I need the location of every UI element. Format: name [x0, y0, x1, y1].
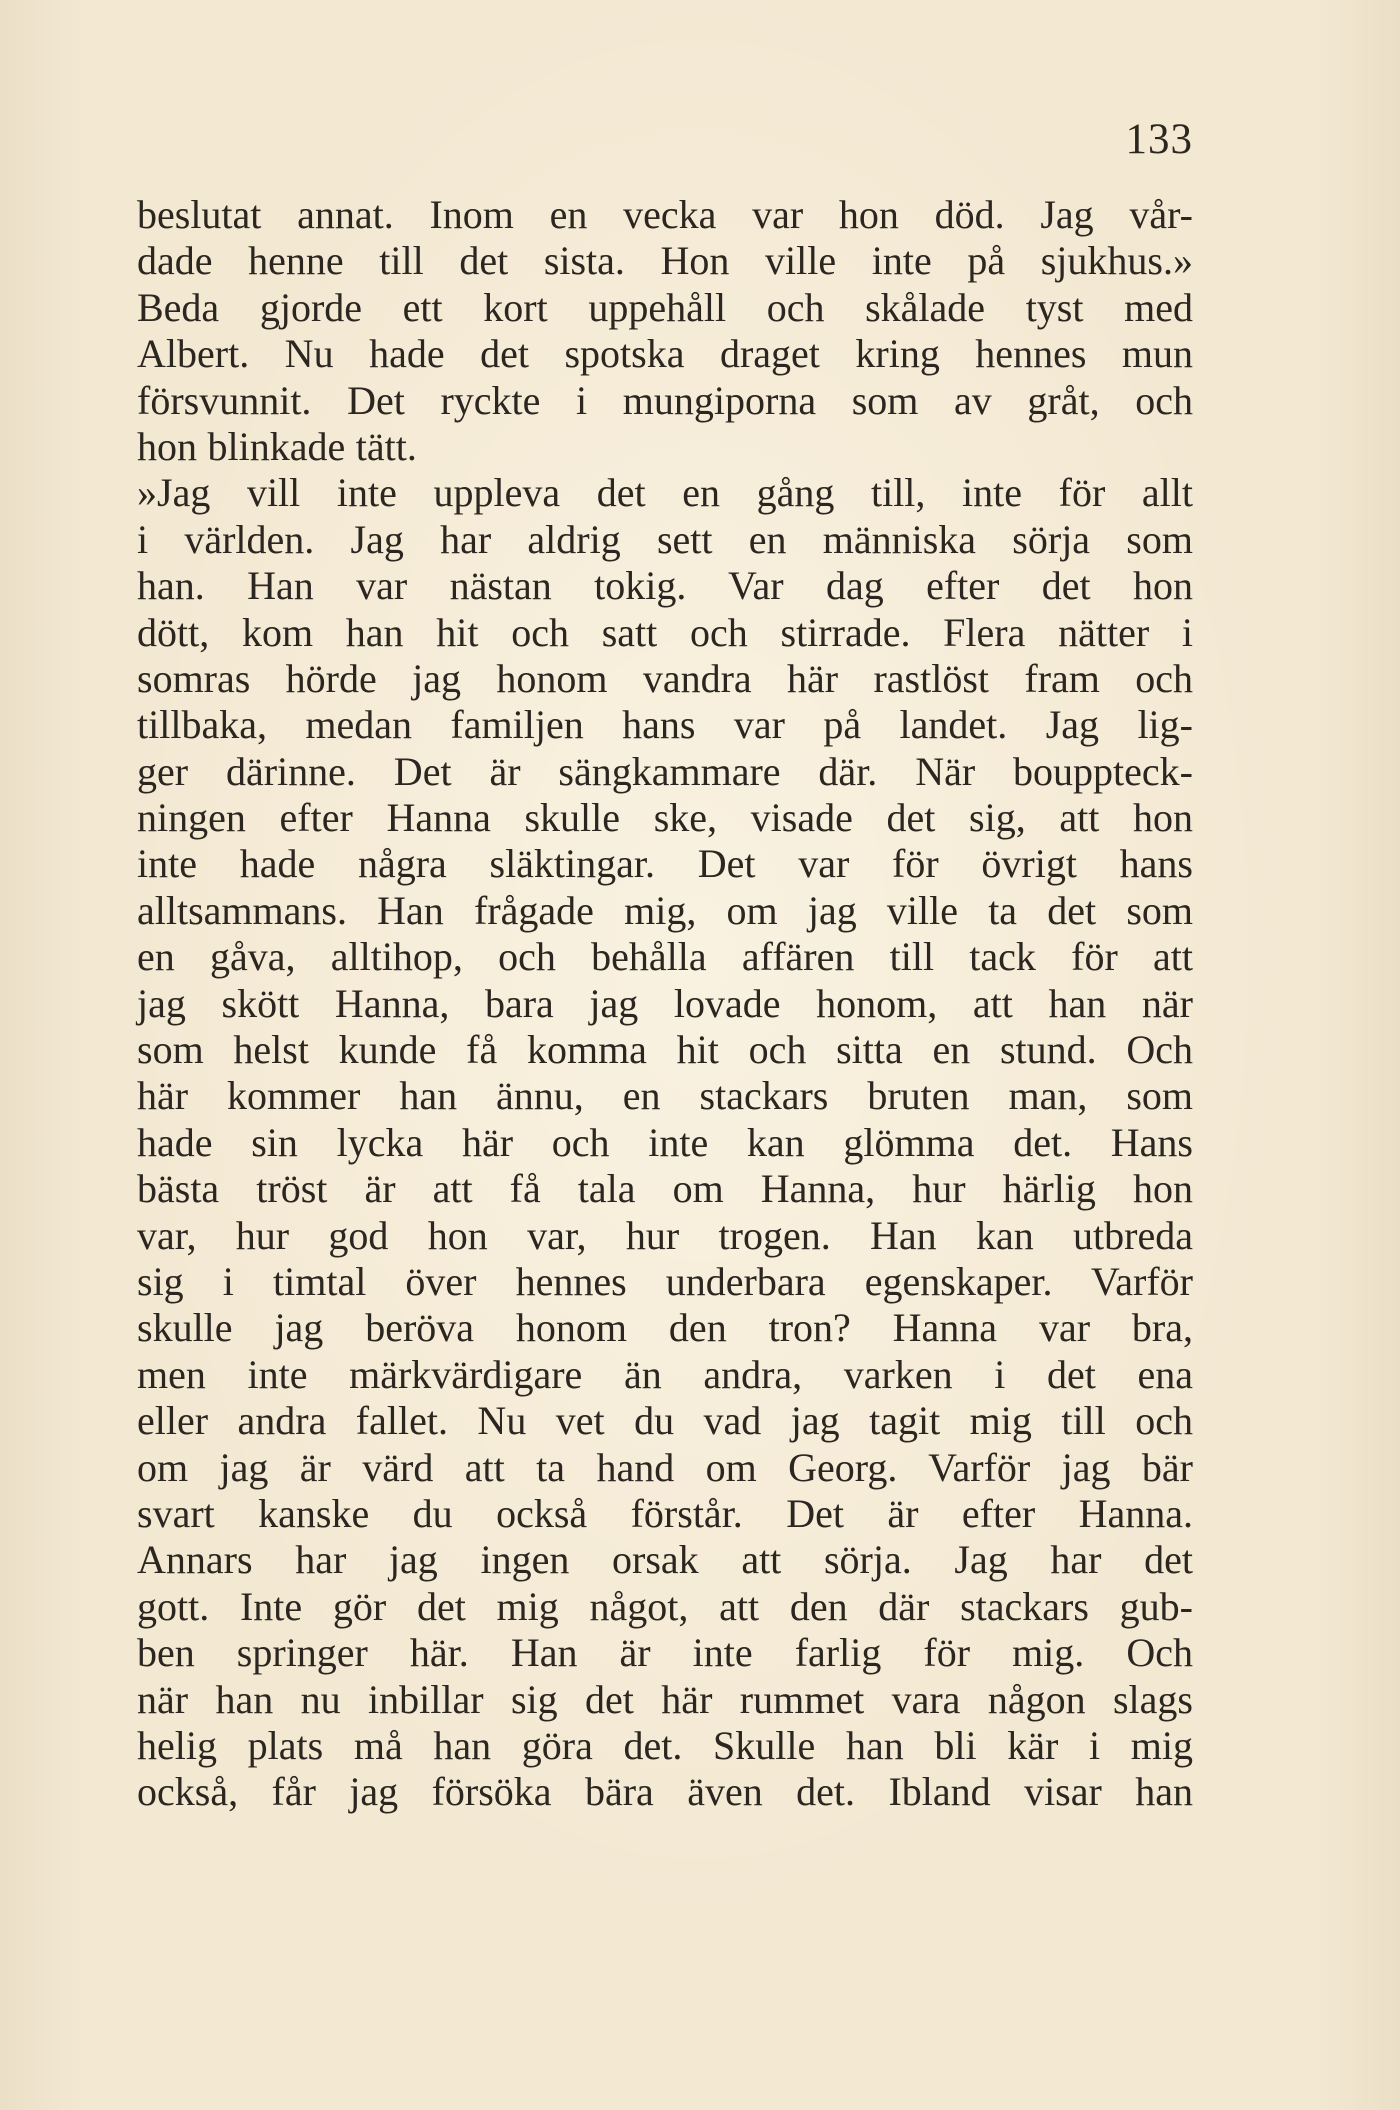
text-line: sig i timtal över hennes underbara egenskaper. Varför	[137, 1258, 1193, 1304]
body-text	[137, 192, 1193, 1816]
text-line: också, får jag försöka bära även det. Ibland visar han	[137, 1769, 1193, 1815]
text-line: somras hörde jag honom vandra här rastlöst fram och	[137, 655, 1193, 701]
text-line: ningen efter Hanna skulle ske, visade det sig, att hon	[137, 795, 1193, 841]
text-line: jag skött Hanna, bara jag lovade honom, att han när	[137, 980, 1193, 1026]
text-line: i världen. Jag har aldrig sett en människa sörja som	[137, 516, 1193, 562]
text-line: Annars har jag ingen orsak att sörja. Jag har det	[137, 1537, 1193, 1583]
text-line: alltsammans. Han frågade mig, om jag ville ta det som	[137, 887, 1193, 933]
text-line: en gåva, alltihop, och behålla affären till tack för att	[137, 934, 1193, 980]
text-line: eller andra fallet. Nu vet du vad jag tagit mig till och	[137, 1398, 1193, 1444]
text-line: här kommer han ännu, en stackars bruten man, som	[137, 1073, 1193, 1119]
text-line: hon blinkade tätt.	[137, 423, 417, 469]
text-line: tillbaka, medan familjen hans var på landet. Jag lig-	[137, 702, 1193, 748]
text-line: dött, kom han hit och satt och stirrade. Flera nätter i	[137, 609, 1193, 655]
text-line: beslutat annat. Inom en vecka var hon död. Jag vår-	[137, 192, 1193, 237]
text-line: Beda gjorde ett kort uppehåll och skålade tyst med	[137, 284, 1193, 330]
text-line: hade sin lycka här och inte kan glömma det. Hans	[137, 1119, 1193, 1165]
page-number: 133	[1125, 116, 1193, 163]
text-line: »Jag vill inte uppleva det en gång till, inte för allt	[137, 470, 1193, 516]
text-line: gott. Inte gör det mig något, att den där stackars gub-	[137, 1583, 1193, 1629]
text-line: ger därinne. Det är sängkammare där. När bouppteck-	[137, 748, 1193, 794]
text-line: var, hur god hon var, hur trogen. Han kan utbreda	[137, 1212, 1193, 1258]
text-line: men inte märkvärdigare än andra, varken i det ena	[137, 1351, 1193, 1397]
text-line: inte hade några släktingar. Det var för övrigt hans	[137, 841, 1193, 887]
text-line: om jag är värd att ta hand om Georg. Varför jag bär	[137, 1444, 1193, 1490]
text-line: som helst kunde få komma hit och sitta en stund. Och	[137, 1027, 1193, 1073]
text-line: ben springer här. Han är inte farlig för mig. Och	[137, 1630, 1193, 1676]
text-line: bästa tröst är att få tala om Hanna, hur härlig hon	[137, 1166, 1193, 1212]
text-line: han. Han var nästan tokig. Var dag efter det hon	[137, 563, 1193, 609]
text-line: Albert. Nu hade det spotska draget kring hennes mun	[137, 331, 1193, 377]
text-line: helig plats må han göra det. Skulle han bli kär i mig	[137, 1722, 1193, 1768]
text-line: dade henne till det sista. Hon ville inte på sjukhus.»	[137, 238, 1193, 284]
text-line: svart kanske du också förstår. Det är efter Hanna.	[137, 1490, 1193, 1536]
text-line: skulle jag beröva honom den tron? Hanna var bra,	[137, 1305, 1193, 1351]
text-line: försvunnit. Det ryckte i mungiporna som av gråt, och	[137, 377, 1193, 423]
text-line: när han nu inbillar sig det här rummet vara någon slags	[137, 1676, 1193, 1722]
